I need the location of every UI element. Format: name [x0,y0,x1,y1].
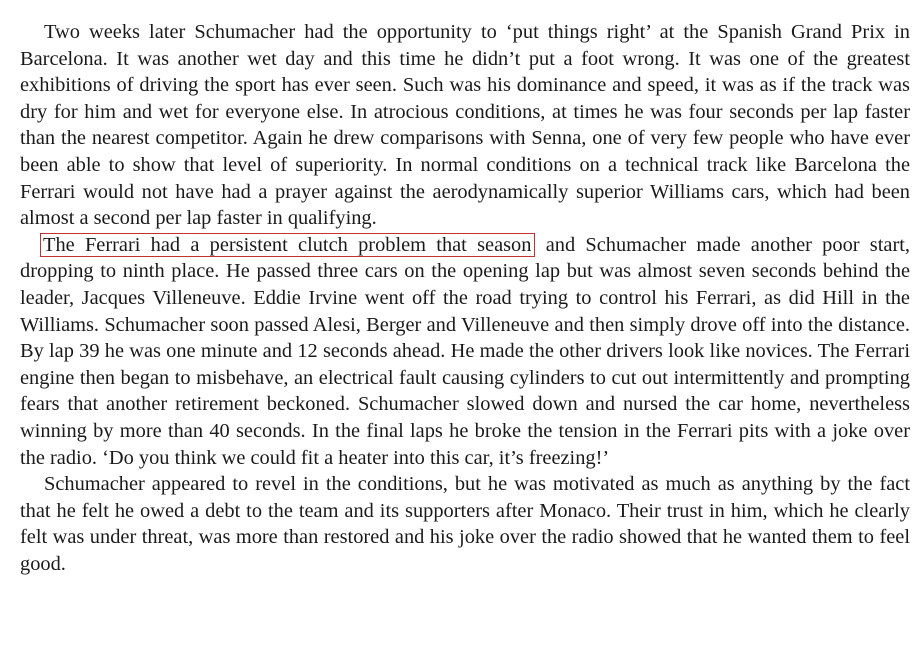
paragraph-conclusion: Schumacher appeared to revel in the conditions, but he was motivated as much as anything by the fact that he felt he owed a debt to the team and its supporters after Monaco. Their trust in him, which he clearly felt was under threat, was more than restored and his joke over the radio showed that he wanted them to feel good. [20,473,910,575]
paragraph-race-report [20,232,910,471]
paragraph-race-report-text: and Schumacher made another poor start, dropping to ninth place. He passed three cars on the opening lap but was almost seven seconds behind the leader, Jacques Villeneuve. Eddie Irvine went off the road trying to control his Ferrari, as did Hill in the Williams. Schumacher soon passed Alesi, Berger and Villeneuve and then simply drove off into the distance. By lap 39 he was one minute and 12 seconds ahead. He made the other drivers look like novices. The Ferrari engine then began to misbehave, an electrical fault causing cylinders to cut out intermittently and prompting fears that another retirement beckoned. Schumacher slowed down and nursed the car home, nevertheless winning by more than 40 seconds. In the final laps he broke the tension in the Ferrari pits with a joke over the radio. ‘Do you think we could fit a heater into this car, it’s freezing!’ [20,233,910,469]
paragraph-barcelona-intro: Two weeks later Schumacher had the opportunity to ‘put things right’ at the Spanish Grand Prix in Barcelona. It was another wet day and this time he didn’t put a foot wrong. It was one of the greatest exhibitions of driving the sport has ever seen. Such was his dominance and speed, it was as if the track was dry for him and wet for everyone else. In atrocious conditions, at times he was four seconds per lap faster than the nearest competitor. Again he drew comparisons with Senna, one of very few people who have ever been able to show that level of superiority. In normal conditions on a technical track like Barcelona the Ferrari would not have had a prayer against the aerodynamically superior Williams cars, which had been almost a second per lap faster in qualifying. [20,21,910,230]
highlighted-phrase: The Ferrari had a persistent clutch problem that season [40,233,535,257]
